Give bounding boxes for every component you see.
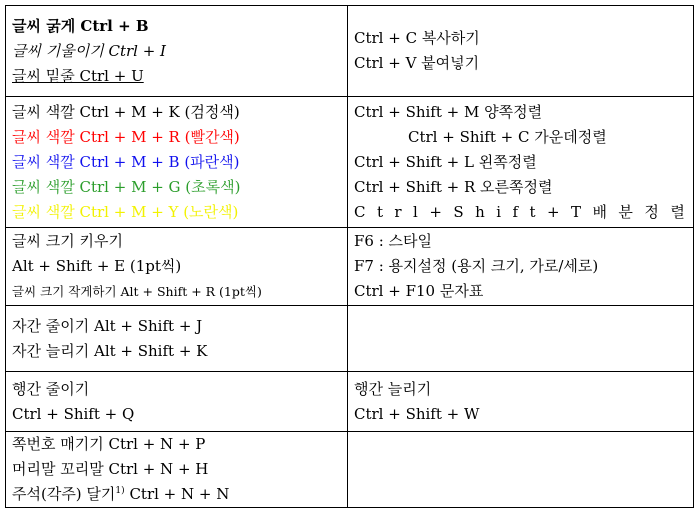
- underline-text: 글씨 밑줄 Ctrl + U: [12, 66, 144, 85]
- distribute-align-shortcut: [354, 200, 687, 225]
- distribute-token: +: [429, 202, 442, 221]
- line-spacing-decrease-label: 행간 줄이기: [12, 379, 90, 398]
- char-map-shortcut: Ctrl + F10 문자표: [354, 282, 484, 300]
- distribute-token: 렬: [670, 202, 685, 221]
- table-row: [6, 306, 694, 372]
- header-footer-shortcut: 머리말 꼬리말 Ctrl + N + H: [12, 460, 209, 478]
- distribute-token: f: [512, 202, 519, 221]
- right-align-shortcut: Ctrl + Shift + R 오른쪽정렬: [354, 177, 553, 196]
- page-elements-cell: [6, 432, 348, 508]
- footnote-shortcut: [12, 482, 341, 507]
- distribute-token: l: [413, 202, 418, 221]
- bold-shortcut: 글씨 굵게 Ctrl + B: [12, 16, 149, 35]
- distribute-token: i: [496, 202, 502, 221]
- paste-shortcut: Ctrl + V 붙여넣기: [354, 54, 480, 72]
- char-spacing-increase-shortcut: 자간 늘리기 Alt + Shift + K: [12, 341, 208, 360]
- distribute-token: S: [453, 202, 464, 221]
- underline-shortcut: [12, 64, 341, 89]
- footnote-keys: Ctrl + N + N: [124, 485, 230, 503]
- color-black-shortcut: 글씨 색깔 Ctrl + M + K (검정색): [12, 102, 240, 121]
- clipboard-cell: [348, 6, 694, 97]
- table-row: [6, 228, 694, 306]
- distribute-token: T: [571, 202, 582, 221]
- distribute-token: C: [354, 202, 366, 221]
- line-spacing-increase-cell: [348, 372, 694, 432]
- shortcut-table: [5, 5, 694, 508]
- color-blue-shortcut: 글씨 색깔 Ctrl + M + B (파란색): [12, 152, 240, 171]
- function-keys-cell: [348, 228, 694, 306]
- color-green-shortcut: 글씨 색깔 Ctrl + M + G (초록색): [12, 177, 241, 196]
- footnote-mark: 1): [115, 486, 125, 496]
- distribute-token: h: [475, 202, 485, 221]
- distribute-token: t: [529, 202, 536, 221]
- copy-shortcut: Ctrl + C 복사하기: [354, 29, 480, 47]
- font-color-cell: [6, 97, 348, 228]
- alignment-cell: [348, 97, 694, 228]
- distribute-token: r: [394, 202, 402, 221]
- table-row: [6, 6, 694, 97]
- line-spacing-decrease-shortcut: Ctrl + Shift + Q: [12, 404, 135, 423]
- font-size-up-label: 글씨 크기 키우기: [12, 232, 123, 250]
- distribute-token: 분: [618, 202, 633, 221]
- distribute-token: t: [376, 202, 383, 221]
- page-number-shortcut: 쪽번호 매기기 Ctrl + N + P: [12, 435, 206, 453]
- color-red-shortcut: 글씨 색깔 Ctrl + M + R (빨간색): [12, 127, 240, 146]
- char-spacing-cell: [6, 306, 348, 372]
- font-size-cell: [6, 228, 348, 306]
- empty-cell: [348, 306, 694, 372]
- line-spacing-increase-label: 행간 늘리기: [354, 379, 432, 398]
- font-size-down-shortcut: 글씨 크기 작게하기 Alt + Shift + R (1pt씩): [12, 284, 262, 299]
- center-align-shortcut: Ctrl + Shift + C 가운데정렬: [408, 127, 607, 146]
- style-shortcut: F6 : 스타일: [354, 232, 433, 250]
- justify-align-shortcut: Ctrl + Shift + M 양쪽정렬: [354, 102, 543, 121]
- color-yellow-shortcut: 글씨 색깔 Ctrl + M + Y (노란색): [12, 202, 239, 221]
- line-spacing-increase-shortcut: Ctrl + Shift + W: [354, 404, 480, 423]
- table-row: [6, 372, 694, 432]
- font-size-up-shortcut: Alt + Shift + E (1pt씩): [12, 257, 182, 275]
- italic-shortcut: 글씨 기울이기 Ctrl + I: [12, 41, 166, 60]
- distribute-token: 배: [592, 202, 607, 221]
- left-align-shortcut: Ctrl + Shift + L 왼쪽정렬: [354, 152, 537, 171]
- table-row: [6, 97, 694, 228]
- distribute-token: 정: [644, 202, 659, 221]
- empty-cell: [348, 432, 694, 508]
- table-row: [6, 432, 694, 508]
- format-style-cell: [6, 6, 348, 97]
- distribute-token: +: [546, 202, 560, 221]
- footnote-label: 주석(각주) 달기: [12, 485, 116, 503]
- char-spacing-decrease-shortcut: 자간 줄이기 Alt + Shift + J: [12, 316, 203, 335]
- page-setup-shortcut: F7 : 용지설정 (용지 크기, 가로/세로): [354, 257, 599, 275]
- line-spacing-decrease-cell: [6, 372, 348, 432]
